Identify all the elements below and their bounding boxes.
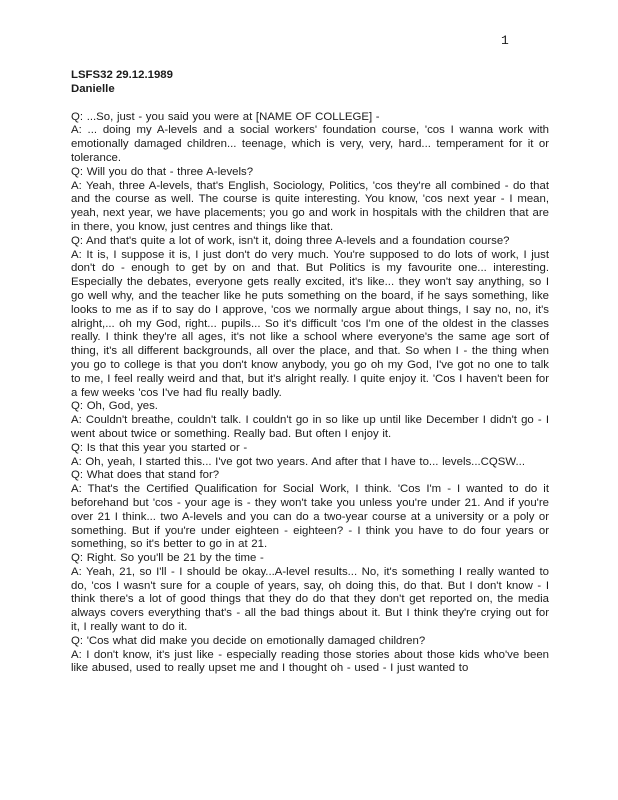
page-content	[71, 69, 549, 676]
transcript-header	[71, 69, 549, 97]
session-id: LSFS32 29.12.1989	[71, 69, 173, 81]
utterance-a: A: Yeah, three A-levels, that's English, Sociology, Politics, 'cos they're all combined - do that and the course as well. The course is quite interesting. You know, 'cos next year - I mean, yeah, next year, we have placements; you go and work in hospitals with the children that are in there, you know, just centres and things like that.	[71, 179, 549, 233]
utterance-a: A: I don't know, it's just like - especially reading those stories about those kids who've been like abused, used to really upset me and I thought oh - used - I just wanted to	[71, 648, 549, 675]
utterance-q: Q: 'Cos what did make you decide on emotionally damaged children?	[71, 634, 426, 647]
utterance-a: A: Oh, yeah, I started this... I've got two years. And after that I have to... levels...CQSW...	[71, 455, 525, 468]
page-number: 1	[501, 33, 509, 48]
utterance-a: A: It is, I suppose it is, I just don't do very much. You're supposed to do lots of work, I just don't do - enough to get by on and that. But Politics is my favourite one... interesting. Especially the debates, everyone gets really excited, it's like... they won't say anything, so I go well why, and the teacher like he puts something on the board, if he says something, like looks to me as if to say do I approve, 'cos we normally argue about things, I say no, no, it's alright,... oh my God, right... pupils... So it's difficult 'cos I'm one of the oldest in the classes really. I think they're all ages, it's not like a school where everyone's the same age sort of thing, it's all different backgrounds, all over the place, and that. So when I - the thing when you go to college is that you don't know anybody, you go oh my God, I've got no one to talk to me, I feel really weird and that, but it's alright really. I quite enjoy it. 'Cos I haven't been for a few weeks 'cos I've had flu really badly.	[71, 248, 549, 399]
utterance-q: Q: Will you do that - three A-levels?	[71, 165, 254, 178]
utterance-q: Q: Right. So you'll be 21 by the time -	[71, 552, 264, 565]
utterance-q: Q: What does that stand for?	[71, 469, 220, 482]
speaker-name: Danielle	[71, 82, 115, 95]
utterance-q: Q: Is that this year you started or -	[71, 441, 248, 454]
utterance-a: A: Yeah, 21, so I'll - I should be okay...A-level results... No, it's something I really wanted to do, 'cos I wasn't sure for a couple of years, say, oh doing this, do that. But I don't know - I think there's a lot of good things that they do do that they don't get reported on, the media always covers everything that's - all the bad things about it. But I think they're crying out for it, I really want to do it.	[71, 565, 549, 634]
utterance-q: Q: Oh, God, yes.	[71, 400, 158, 413]
utterance-a: A: ... doing my A-levels and a social workers' foundation course, 'cos I wanna work with emotionally damaged children... teenage, which is very, very, hard... temperament for it or tolerance.	[71, 124, 549, 164]
utterance-q: Q: And that's quite a lot of work, isn't it, doing three A-levels and a foundation course?	[71, 234, 510, 247]
utterance-q: Q: ...So, just - you said you were at [NAME OF COLLEGE] -	[71, 110, 380, 123]
utterance-a: A: That's the Certified Qualification for Social Work, I think. 'Cos I'm - I wanted to do it beforehand but 'cos - your age is - they won't take you unless you're under 21. And if you're over 21 I think... two A-levels and you can do a two-year course at a university or a poly or something. But if you're under eighteen - eighteen? - I think you have to do four years or something, so it's better to go in at 21.	[71, 483, 549, 551]
utterance-a: A: Couldn't breathe, couldn't talk. I couldn't go in so like up until like December I didn't go - I went about twice or something. Really bad. But often I enjoy it.	[71, 414, 549, 440]
transcript	[71, 111, 549, 677]
